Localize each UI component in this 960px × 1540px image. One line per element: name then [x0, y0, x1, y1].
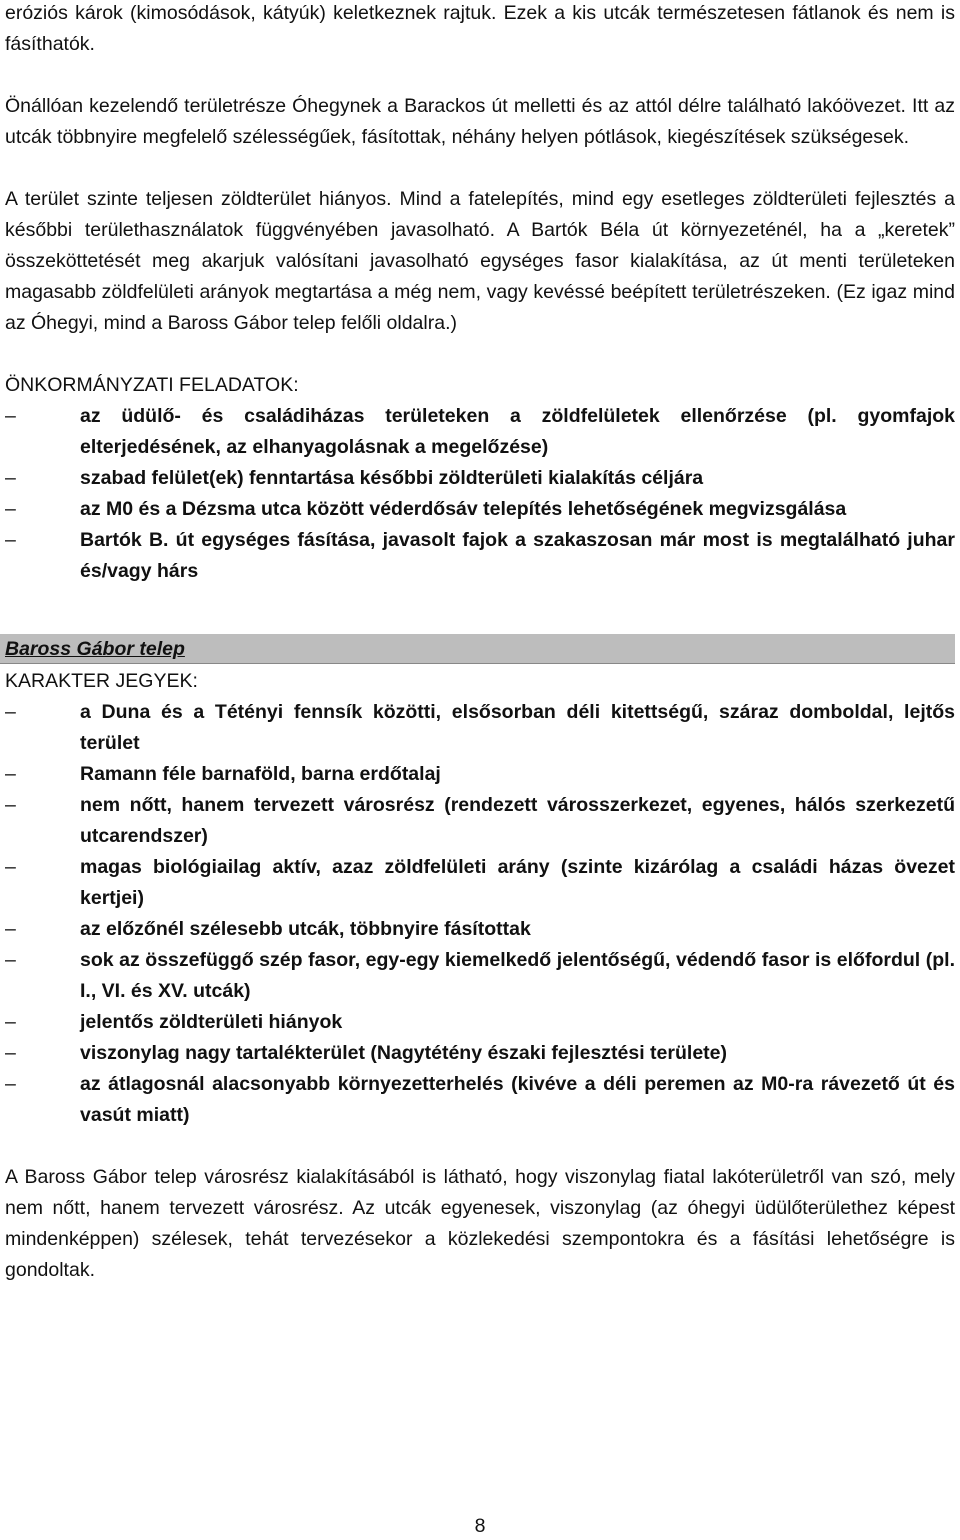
page-number: 8 — [474, 1515, 486, 1537]
dash-bullet: – — [5, 949, 16, 971]
dash-bullet: – — [5, 1042, 16, 1064]
paragraph-erosion: eróziós károk (kimosódások, kátyúk) keletkeznek rajtuk. Ezek a kis utcák természetesen fátlanok és nem is fásíthatók. — [5, 2, 955, 55]
list-item: – Bartók B. út egységes fásítása, javasolt fajok a szakaszosan már most is megtalálható juhar és/vagy hárs — [5, 525, 955, 587]
list-item: – magas biológiailag aktív, azaz zöldfelületi arány (szinte kizárólag a családi házas övezet kertjei) — [5, 852, 955, 914]
dash-bullet: – — [5, 405, 16, 427]
dash-bullet: – — [5, 1011, 16, 1033]
dash-bullet: – — [5, 498, 16, 520]
list-item: – jelentős zöldterületi hiányok — [5, 1007, 955, 1038]
list-item: – szabad felület(ek) fenntartása későbbi zöldterületi kialakítás céljára — [5, 463, 955, 494]
paragraph-baross-closing: A Baross Gábor telep városrész kialakításából is látható, hogy viszonylag fiatal lakóterületről van szó, mely nem nőtt, hanem tervezett városrész. Az utcák egyenesek, viszonylag (az óhegyi üdülőterülethez képest mindenképpen) szélesek, tehát tervezésekor a közlekedési szempontokra és a fásítási lehetőségre is gondoltak. — [5, 1166, 955, 1281]
list-item: – Ramann féle barnaföld, barna erdőtalaj — [5, 759, 955, 790]
list-item: – az átlagosnál alacsonyabb környezetterhelés (kivéve a déli peremen az M0-ra rávezető út és vasút miatt) — [5, 1069, 955, 1131]
list-item: – nem nőtt, hanem tervezett városrész (rendezett városszerkezet, egyenes, hálós szerkezetű utcarendszer) — [5, 790, 955, 852]
dash-bullet: – — [5, 794, 16, 816]
dash-bullet: – — [5, 763, 16, 785]
character-heading: KARAKTER JEGYEK: — [5, 670, 198, 692]
character-list — [5, 697, 955, 1131]
list-item: – az M0 és a Dézsma utca között véderdősáv telepítés lehetőségének megvizsgálása — [5, 494, 955, 525]
dash-bullet: – — [5, 856, 16, 878]
dash-bullet: – — [5, 1073, 16, 1095]
list-item: – az előzőnél szélesebb utcák, többnyire fásítottak — [5, 914, 955, 945]
paragraph-ohegy-residential: Önállóan kezelendő területrésze Óhegynek a Barackos út melletti és az attól délre található lakóövezet. Itt az utcák többnyire megfelelő szélességűek, fásítottak, néhány helyen pótlások, kiegészítések szükségesek. — [5, 95, 955, 148]
paragraph-green-deficit: A terület szinte teljesen zöldterület hiányos. Mind a fatelepítés, mind egy esetleges zöldterületi fejlesztés a későbbi területhasználatok függvényében javasolható. A Bartók Béla út környezeténél, ha a „keretek” összeköttetését meg akarjuk valósítani javasolható egységes fasor kialakítása, az út menti területeken magasabb zöldfelületi arányok megtartása a még nem, vagy kevéssé beépített területrészeken. (Ez igaz mind az Óhegyi, mind a Baross Gábor telep felőli oldalra.) — [5, 188, 955, 334]
dash-bullet: – — [5, 701, 16, 723]
document-page — [5, 0, 955, 1286]
tasks-list — [5, 401, 955, 587]
dash-bullet: – — [5, 918, 16, 940]
section-title-bar: Baross Gábor telep — [0, 634, 955, 664]
dash-bullet: – — [5, 467, 16, 489]
list-item: – a Duna és a Tétényi fennsík közötti, elsősorban déli kitettségű, száraz domboldal, lejtős terület — [5, 697, 955, 759]
dash-bullet: – — [5, 529, 16, 551]
tasks-heading: ÖNKORMÁNYZATI FELADATOK: — [5, 374, 299, 396]
list-item: – sok az összefüggő szép fasor, egy-egy kiemelkedő jelentőségű, védendő fasor is előfordul (pl. I., VI. és XV. utcák) — [5, 945, 955, 1007]
list-item: – az üdülő- és családiházas területeken a zöldfelületek ellenőrzése (pl. gyomfajok elterjedésének, az elhanyagolásnak a megelőzése) — [5, 401, 955, 463]
list-item: – viszonylag nagy tartalékterület (Nagytétény északi fejlesztési területe) — [5, 1038, 955, 1069]
